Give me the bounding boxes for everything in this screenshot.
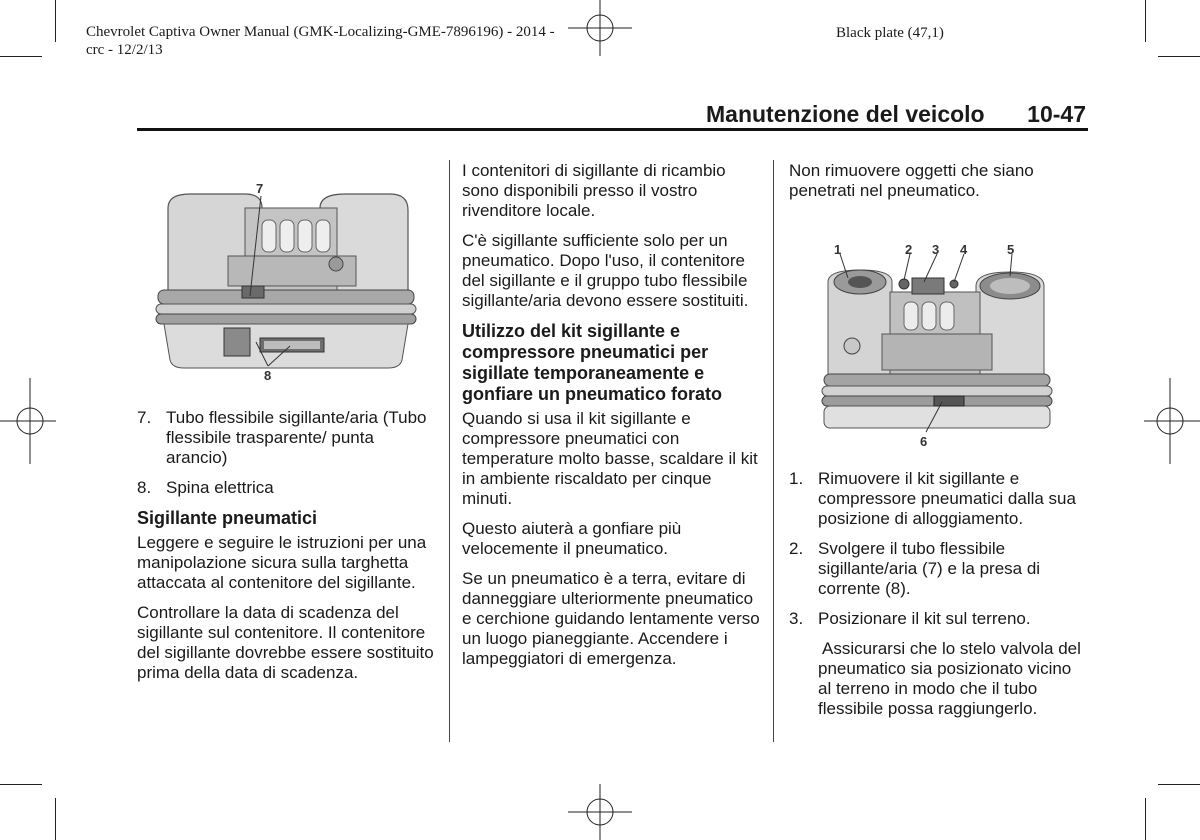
column-2-text (462, 161, 762, 679)
crop-mark (0, 56, 42, 57)
figure-callout: 3 (932, 242, 940, 257)
list-item (789, 469, 1089, 529)
list-number: 7. (137, 408, 152, 427)
list-item (789, 609, 1089, 629)
paragraph: I contenitori di sigillante di ricambio sono disponibili presso il vostro rivenditore locale. (462, 161, 726, 220)
paragraph: Quando si usa il kit sigillante e compressore pneumatici con temperature molto basse, scaldare il kit in ambiente riscaldato per cinque minuti. (462, 409, 758, 508)
figure-compressor-front (150, 178, 422, 389)
list-text: Svolgere il tubo flessibile sigillante/aria (7) e la presa di corrente (8). (818, 539, 1041, 598)
figure-callout: 1 (834, 242, 842, 257)
column-divider (449, 160, 450, 742)
registration-mark-icon (0, 378, 56, 464)
registration-mark-icon (1144, 378, 1200, 464)
paragraph: C'è sigillante sufficiente solo per un pneumatico. Dopo l'uso, il contenitore del sigillante e il gruppo tubo flessibile sigillante/aria devono essere sostituiti. (462, 231, 749, 310)
section-heading: Utilizzo del kit sigillante e compressore pneumatici per sigillate temporaneamente e gonfiare un pneumatico forato (462, 321, 723, 404)
paragraph: Leggere e seguire le istruzioni per una manipolazione sicura sulla targhetta attaccata al contenitore del sigillante. (137, 533, 427, 592)
paragraph: Questo aiuterà a gonfiare più velocemente il pneumatico. (462, 519, 682, 558)
doc-info-line2: crc - 12/2/13 (86, 42, 163, 58)
doc-info (86, 23, 555, 59)
figure-callout: 8 (264, 368, 272, 383)
figure-callout: 2 (905, 242, 913, 257)
running-header (600, 101, 1086, 131)
list-text: Rimuovere il kit sigillante e compressore pneumatici dalla sua posizione di alloggiamento. (818, 469, 1076, 528)
column-divider (773, 160, 774, 742)
registration-mark-icon (568, 0, 632, 56)
paragraph: Controllare la data di scadenza del sigillante sul contenitore. Il contenitore del sigillante dovrebbe essere sostituito prima della data di scadenza. (137, 603, 434, 682)
column-1-text (137, 408, 437, 693)
paragraph: Non rimuovere oggetti che siano penetrati nel pneumatico. (789, 161, 1034, 200)
figure-callout: 6 (920, 434, 928, 449)
list-number: 1. (789, 469, 804, 488)
list-number: 2. (789, 539, 804, 558)
paragraph: Se un pneumatico è a terra, evitare di danneggiare ulteriormente pneumatico e cerchione guidando lentamente verso un luogo pianeggiante. Accendere i lampeggiatori di emergenza. (462, 569, 760, 668)
list-number: 3. (789, 609, 804, 628)
list-text: Spina elettrica (166, 478, 274, 497)
figure-compressor-rear (812, 242, 1064, 457)
list-text: Posizionare il kit sul terreno. (818, 609, 1031, 628)
section-heading: Sigillante pneumatici (137, 508, 318, 528)
column-3-text (789, 469, 1089, 729)
registration-mark-icon (568, 784, 632, 840)
crop-mark (1145, 798, 1146, 840)
page-number: 10-47 (1027, 101, 1086, 127)
note-paragraph: Assicurarsi che lo stelo valvola del pneumatico sia posizionato vicino al terreno in modo che il tubo flessibile possa raggiungerlo. (818, 639, 1081, 718)
figure-callout: 4 (960, 242, 968, 257)
list-item (137, 408, 437, 468)
figure-callout: 7 (256, 181, 264, 196)
section-title: Manutenzione del veicolo (706, 101, 985, 127)
list-item (789, 539, 1089, 599)
plate-info: Black plate (47,1) (836, 25, 944, 41)
doc-info-line1: Chevrolet Captiva Owner Manual (GMK-Localizing-GME-7896196) - 2014 - (86, 24, 555, 40)
crop-mark (1158, 56, 1200, 57)
crop-mark (0, 784, 42, 785)
header-rule (137, 128, 1088, 131)
crop-mark (1158, 784, 1200, 785)
list-item (137, 478, 437, 498)
column-3-intro (789, 161, 1089, 211)
crop-mark (55, 0, 56, 42)
list-text: Tubo flessibile sigillante/aria (Tubo flessibile trasparente/ punta arancio) (166, 408, 427, 467)
list-number: 8. (137, 478, 152, 497)
crop-mark (1145, 0, 1146, 42)
figure-callout: 5 (1007, 242, 1015, 257)
crop-mark (55, 798, 56, 840)
